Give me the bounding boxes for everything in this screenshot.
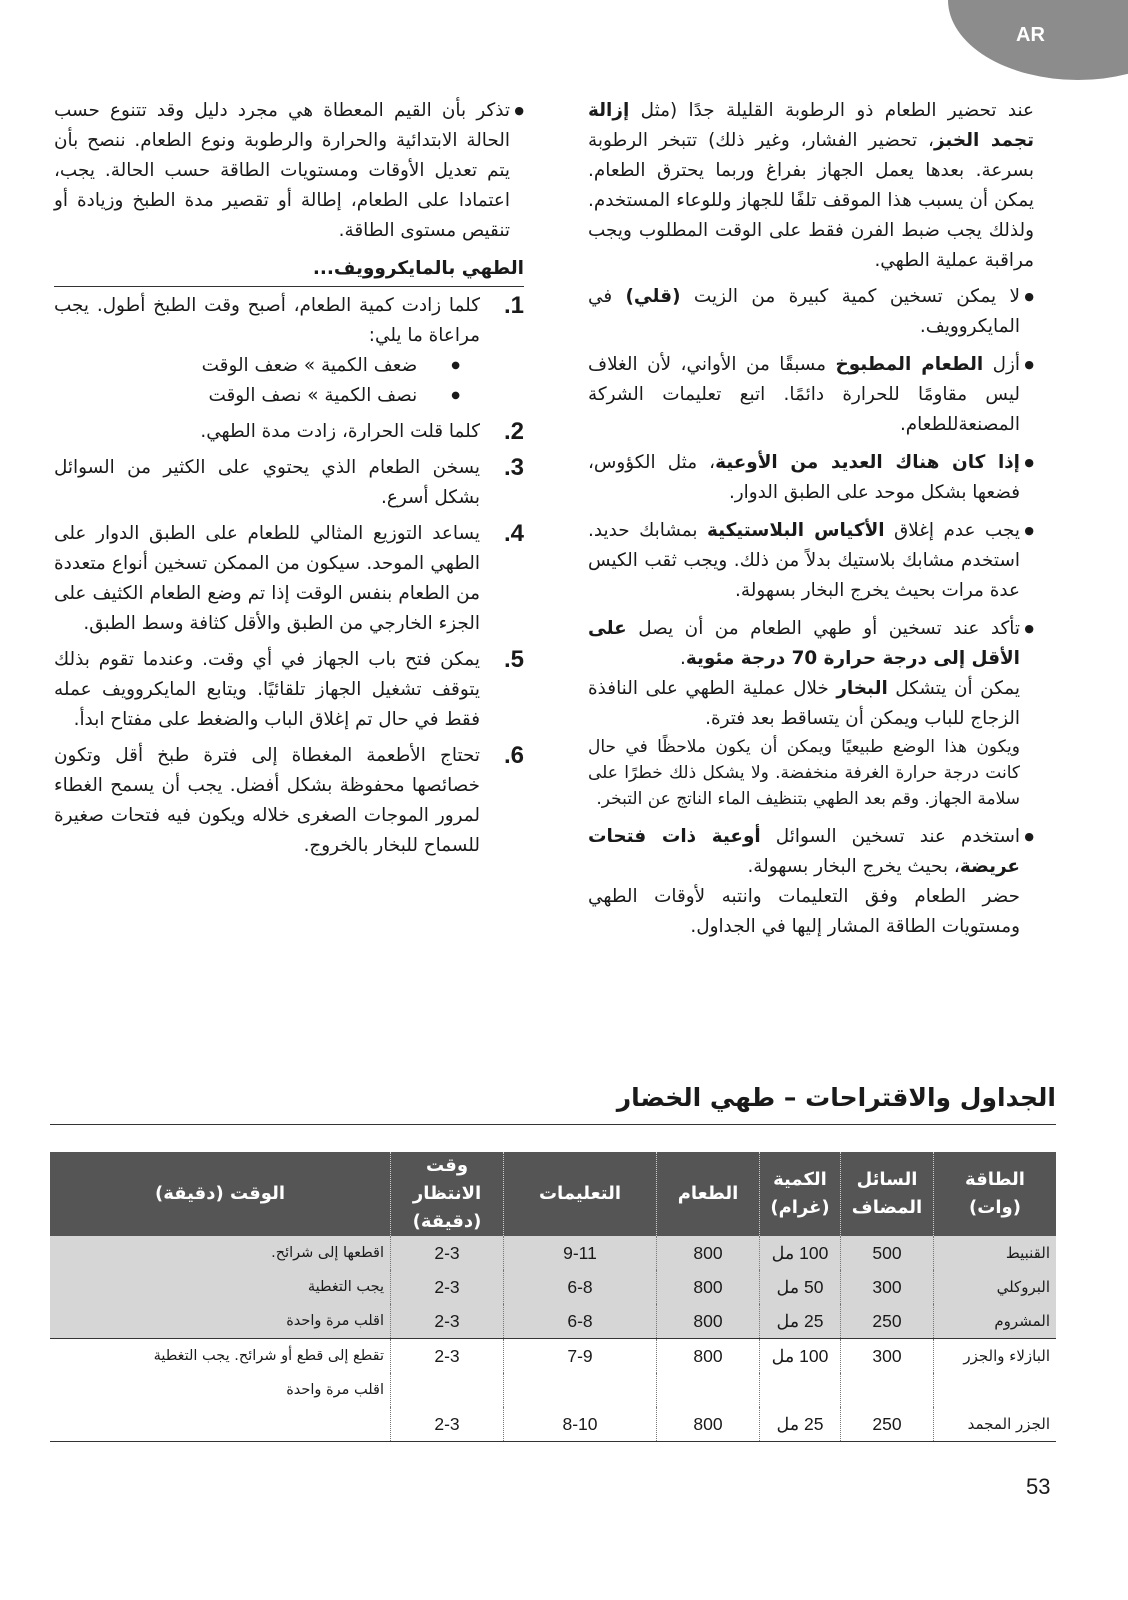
sub-item: ● ضعف الكمية » ضعف الوقت [201,355,460,376]
cell-wait: 2-3 [391,1304,504,1339]
list-item [54,453,524,513]
page-number: 53 [1026,1474,1051,1499]
cell-liquid: 250 [841,1304,934,1339]
steam-note: ويكون هذا الوضع طبيعيًا ويمكن أن يكون ملاحظًا في حال كانت درجة حرارة الغرفة منخفضة. ولا يشكل ذلك خطرًا على سلامة الجهاز. وقم بعد الطهي بتنظيف الماء الناتج عن التبخر. [588,737,1020,809]
cell-instructions: 9-11 [504,1236,657,1270]
table-row [50,1373,1056,1407]
steam-paragraph: يمكن أن يتشكل البخار خلال عملية الطهي على النافذة الزجاج للباب ويمكن أن يتساقط بعد فترة. [588,678,1020,729]
cell-liquid: 300 [841,1270,934,1304]
cell-time: اقلب مرة واحدة [50,1373,391,1407]
list-item [54,741,524,861]
table-row [50,1236,1056,1270]
cell-time: اقلب مرة واحدة [50,1304,391,1339]
tips-list [588,282,1034,942]
cell-wait: 2-3 [391,1270,504,1304]
language-code: AR [1016,24,1045,46]
table-row [50,1339,1056,1374]
table-row [50,1270,1056,1304]
cell-food: 800 [657,1236,760,1270]
item-text: كلما زادت كمية الطعام، أصبح وقت الطبخ أطول. يجب مراعاة ما يلي: [54,295,480,346]
list-item [54,645,524,735]
header-liquid: السائل المضاف [841,1152,934,1236]
table-header-row [50,1152,1056,1236]
cell-wait [391,1373,504,1407]
item-number: 4. [503,520,524,547]
cell-food: 800 [657,1304,760,1339]
table-row [50,1407,1056,1442]
cell-time [50,1407,391,1442]
header-quantity: الكمية (غرام) [760,1152,841,1236]
header-instructions: التعليمات [504,1152,657,1236]
tip-plastic-bags: ● يجب عدم إغلاق الأكياس البلاستيكية بمشابك حديد. استخدم مشابك بلاستيك بدلاً من ذلك. ويجب ثقب الكيس عدة مرات بحيث يخرج البخار بسهولة. [588,516,1034,606]
item-text: كلما قلت الحرارة، زادت مدة الطهي. [200,421,480,442]
cell-time: اقطعها إلى شرائح. [50,1236,391,1270]
cell-quantity: 100 مل [760,1236,841,1270]
cell-food: 800 [657,1339,760,1374]
item-number: 6. [503,742,524,769]
intro-paragraph: عند تحضير الطعام ذو الرطوبة القليلة جدًا (مثل إزالة تجمد الخبز، تحضير الفشار، وغير ذلك) تتبخر الرطوبة بسرعة. بعدها يعمل الجهاز بفراغ وربما يحترق الطعام. يمكن أن يسبب هذا الموقف تلفًا للجهاز وللوعاء المستخدم. ولذلك يجب ضبط الفرن فقط على الوقت المطلوب ويجب مراقبة عملية الطهي. [588,100,1034,271]
cell-quantity: 50 مل [760,1270,841,1304]
list-item [54,519,524,639]
cell-name: الجزر المجمد [934,1407,1057,1442]
closing-paragraph: حضر الطعام وفق التعليمات وانتبه لأوقات الطهي ومستويات الطاقة المشار إليها في الجداول. [588,886,1020,937]
tip-temperature: ● تأكد عند تسخين أو طهي الطعام من أن يصل على الأقل إلى درجة حرارة 70 درجة مئوية. يمكن أن يتشكل البخار خلال عملية الطهي على النافذة الزجاج للباب ويمكن أن يتساقط بعد فترة. ويكون هذا الوضع طبيعيًا ويمكن أن يكون ملاحظًا في حال كانت درجة حرارة الغرفة منخفضة. ولا يشكل ذلك خطرًا على سلامة الجهاز. وقم بعد الطهي بتنظيف الماء الناتج عن التبخر. [588,614,1034,812]
cell-instructions: 6-8 [504,1304,657,1339]
cell-liquid [841,1373,934,1407]
cell-food: 800 [657,1407,760,1442]
cell-quantity: 100 مل [760,1339,841,1374]
tip-wide-containers: ● استخدم عند تسخين السوائل أوعية ذات فتحات عريضة، بحيث يخرج البخار بسهولة. حضر الطعام وفق التعليمات وانتبه لأوقات الطهي ومستويات الطاقة المشار إليها في الجداول. [588,822,1034,942]
cell-liquid: 500 [841,1236,934,1270]
item-text: يساعد التوزيع المثالي للطعام على الطبق الدوار على الطهي الموحد. سيكون من الممكن تسخين أنواع متعددة من الطعام بنفس الوقت إذا تم وضع الطعام الكثيف على الجزء الخارجي من الطبق والأقل كثافة وسط الطبق. [54,523,480,634]
cell-liquid: 250 [841,1407,934,1442]
item-text: يسخن الطعام الذي يحتوي على الكثير من السوائل بشكل أسرع. [54,457,480,508]
header-power: الطاقة (وات) [934,1152,1057,1236]
cell-name: القنبيط [934,1236,1057,1270]
cell-name: المشروم [934,1304,1057,1339]
right-column [588,96,1034,950]
cell-instructions: 8-10 [504,1407,657,1442]
cell-liquid: 300 [841,1339,934,1374]
cell-quantity [760,1373,841,1407]
item-number: 2. [503,418,524,445]
list-item [54,291,524,411]
quantity-sublist [54,351,480,411]
cell-name [934,1373,1057,1407]
cell-instructions: 7-9 [504,1339,657,1374]
item-number: 1. [503,292,524,319]
section-heading: الطهي بالمايكروويف... [54,254,524,287]
language-badge [948,0,1128,80]
cell-wait: 2-3 [391,1339,504,1374]
reminder-text: ● تذكر بأن القيم المعطاة هي مجرد دليل وقد تتنوع حسب الحالة الابتدائية والحرارة والرطوبة ونوع الطعام. ننصح بأن يتم تعديل الأوقات ومستويات الطاقة حسب الحالة. يجب، اعتمادا على الطعام، إطالة أو تقصير مدة الطبخ وزيادة أو تنقيص مستوى الطاقة. [54,96,524,246]
sub-item: ● نصف الكمية » نصف الوقت [208,385,460,406]
cell-instructions: 6-8 [504,1270,657,1304]
cell-wait: 2-3 [391,1407,504,1442]
item-text: تحتاج الأطعمة المغطاة إلى فترة طبخ أقل وتكون خصائصها محفوظة بشكل أفضل. يجب أن يسمح الغطاء لمرور الموجات الصغرى خلاله ويكون فيه فتحات صغيرة للسماح للبخار بالخروج. [54,745,480,856]
cell-instructions [504,1373,657,1407]
cell-name: البروكلي [934,1270,1057,1304]
header-food: الطعام [657,1152,760,1236]
cell-food [657,1373,760,1407]
table-row [50,1304,1056,1339]
header-wait: وقت الانتظار (دقيقة) [391,1152,504,1236]
reminder-list [54,96,524,246]
cell-quantity: 25 مل [760,1407,841,1442]
item-text: يمكن فتح باب الجهاز في أي وقت. وعندما تقوم بذلك يتوقف تشغيل الجهاز تلقائيًا. ويتابع المايكروويف عمله فقط في حال تم إغلاق الباب والضغط على مفتاح ابدأ. [54,649,480,730]
tip-oil: ● لا يمكن تسخين كمية كبيرة من الزيت (قلي) في المايكروويف. [588,282,1034,342]
item-number: 3. [503,454,524,481]
left-column [54,96,524,867]
header-time: الوقت (دقيقة) [50,1152,391,1236]
tip-containers: ● إذا كان هناك العديد من الأوعية، مثل الكؤوس، فضعها بشكل موحد على الطبق الدوار. [588,448,1034,508]
tip-cooked-food: ● أزل الطعام المطبوخ مسبقًا من الأواني، لأن الغلاف ليس مقاومًا للحرارة دائمًا. اتبع تعليمات الشركة المصنعةللطعام. [588,350,1034,440]
vegetable-cooking-table [50,1152,1056,1442]
cell-food: 800 [657,1270,760,1304]
tables-title: الجداول والاقتراحات – طهي الخضار [50,1078,1056,1125]
cell-time: تقطع إلى قطع أو شرائح. يجب التغطية [50,1339,391,1374]
cell-name: البازلاء والجزر [934,1339,1057,1374]
cell-wait: 2-3 [391,1236,504,1270]
cell-quantity: 25 مل [760,1304,841,1339]
item-number: 5. [503,646,524,673]
microwave-tips-list [54,291,524,861]
list-item [54,417,524,447]
cell-time: يجب التغطية [50,1270,391,1304]
